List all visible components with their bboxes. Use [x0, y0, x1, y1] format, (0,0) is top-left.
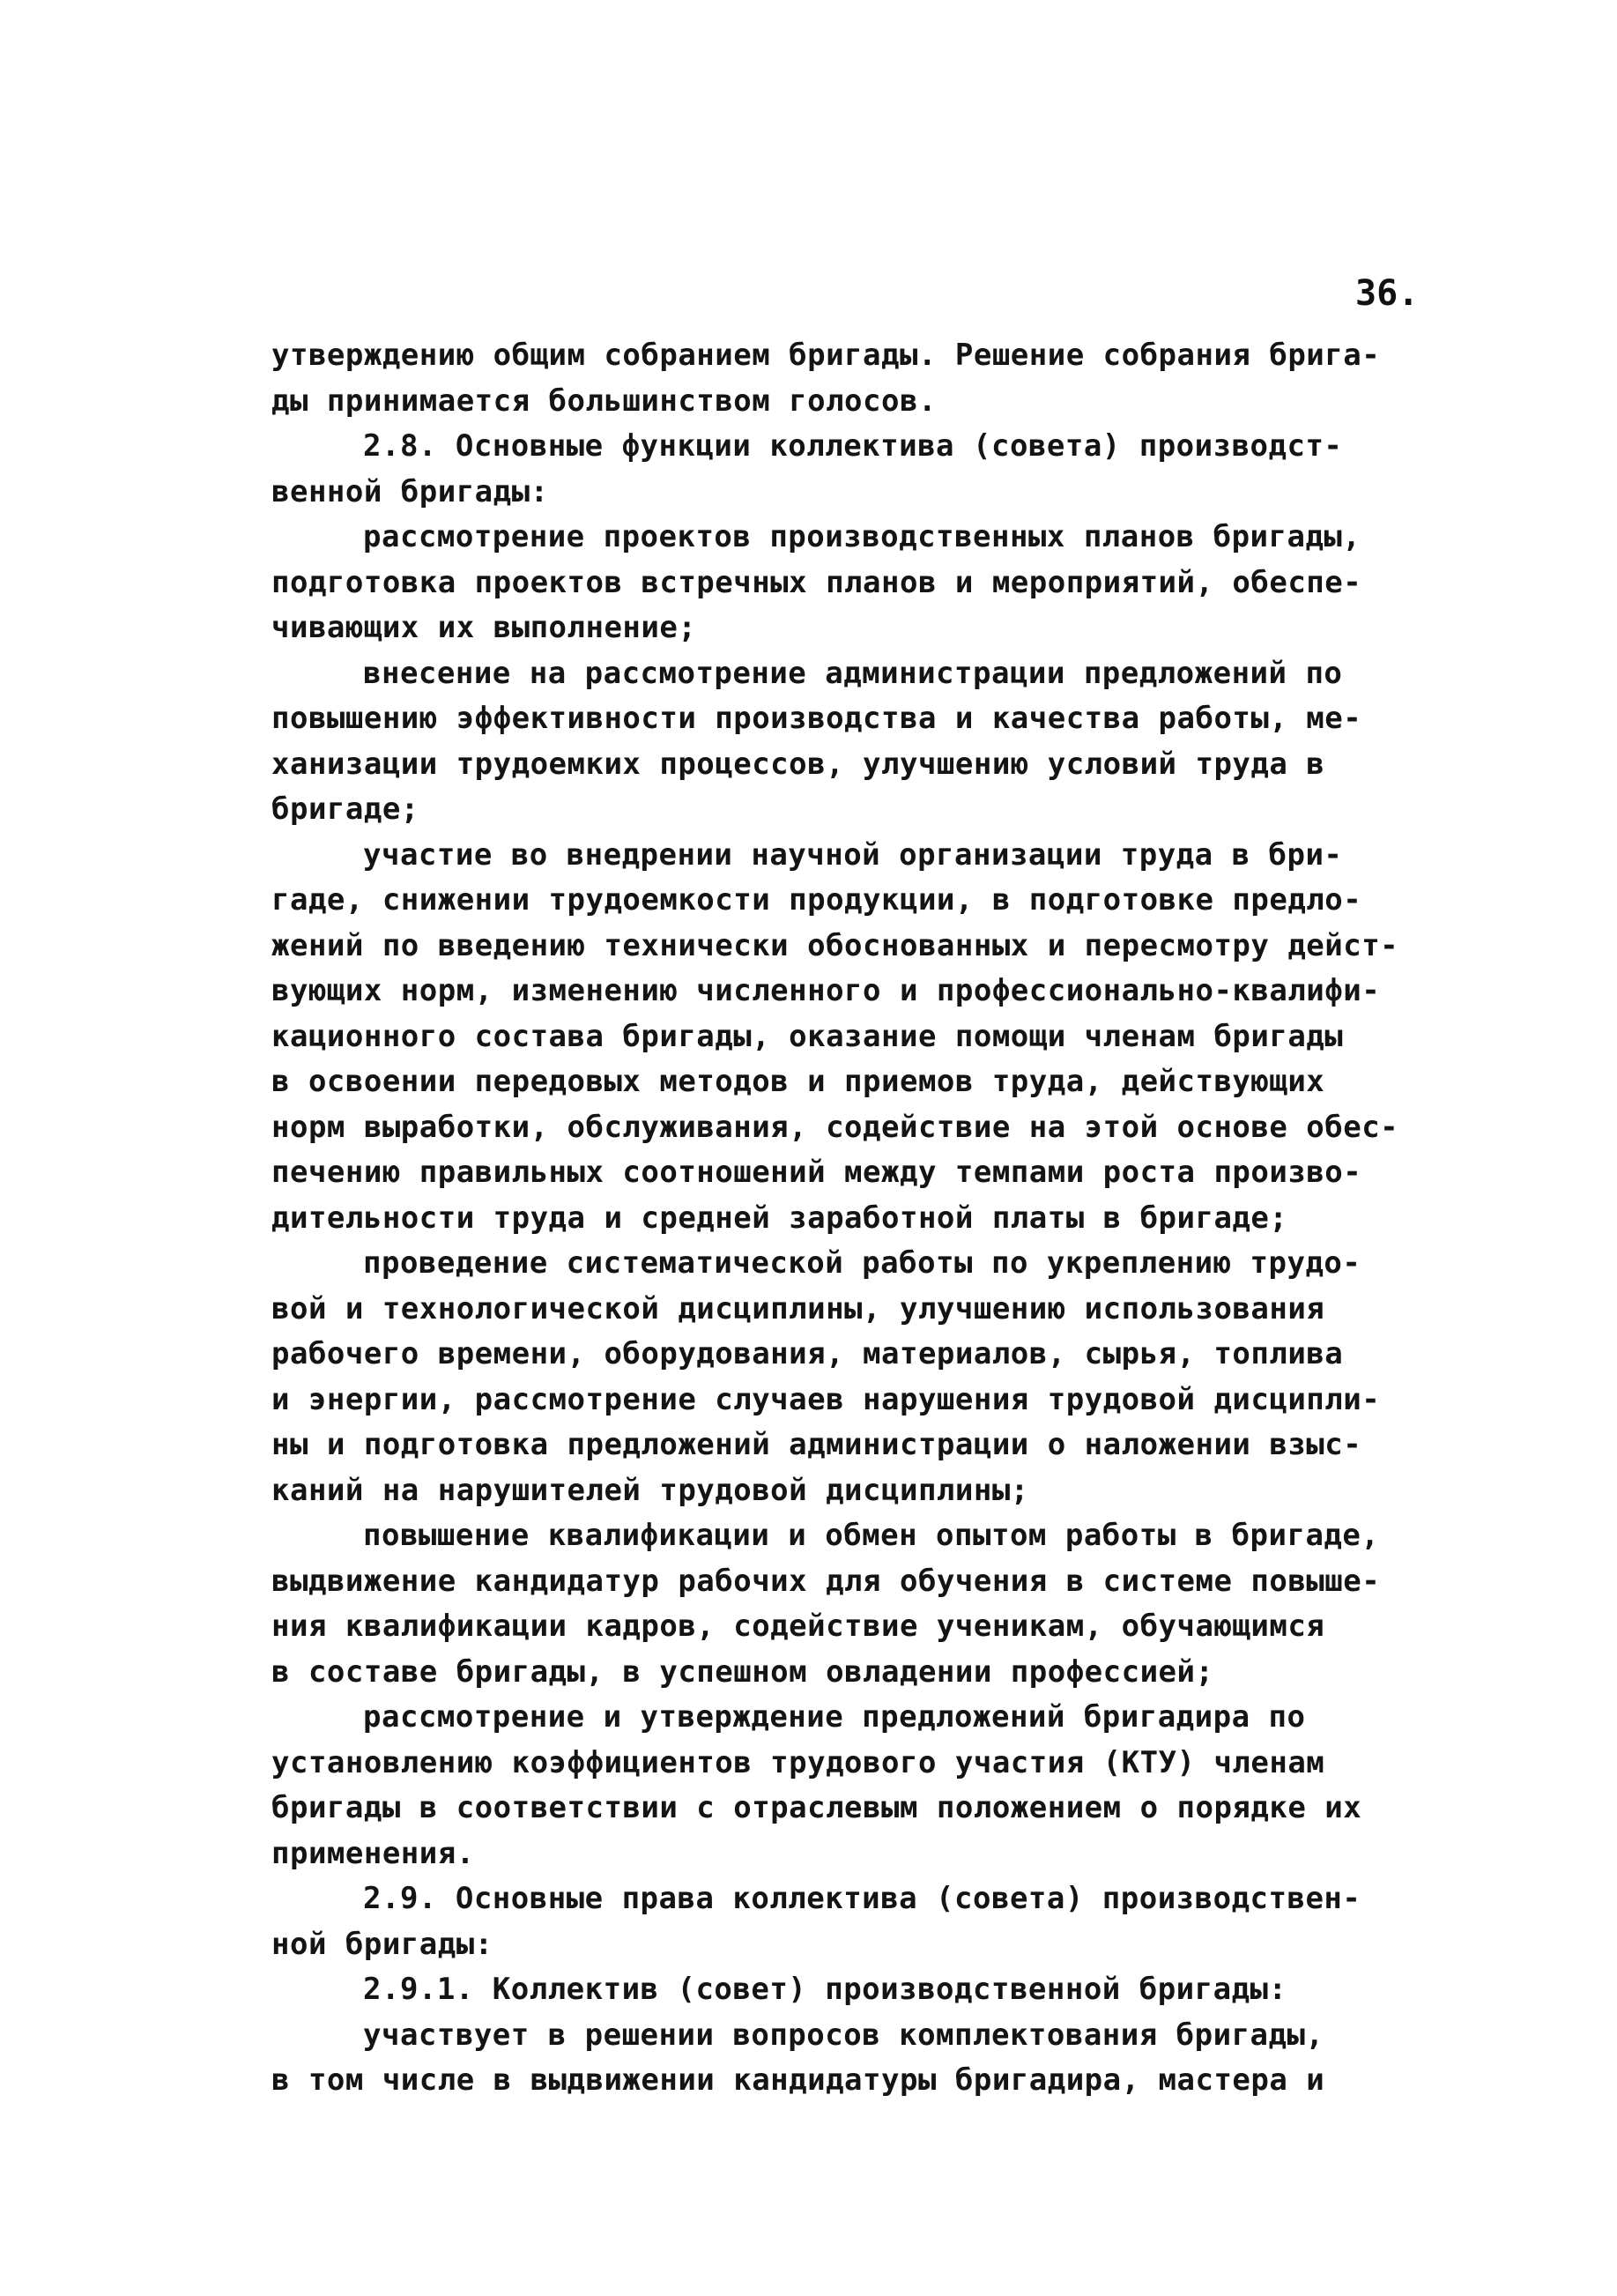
- text-line: установлению коэффициентов трудового участия (КТУ) членам: [271, 1744, 1325, 1780]
- text-line: норм выработки, обслуживания, содействие на этой основе обес-: [271, 1109, 1399, 1145]
- text-line: и энергии, рассмотрение случаев нарушения трудовой дисципли-: [271, 1381, 1381, 1417]
- text-line: подготовка проектов встречных планов и мероприятий, обеспе-: [271, 564, 1362, 600]
- text-line: венной бригады:: [271, 473, 549, 509]
- text-line: рассмотрение проектов производственных планов бригады,: [363, 519, 1361, 554]
- text-line: проведение систематической работы по укреплению трудо-: [363, 1245, 1361, 1281]
- text-line: рабочего времени, оборудования, материалов, сырья, топлива: [271, 1336, 1344, 1371]
- text-line: гаде, снижении трудоемкости продукции, в подготовке предло-: [271, 882, 1362, 918]
- text-line: ханизации трудоемких процессов, улучшению условий труда в: [271, 746, 1325, 782]
- document-body: [271, 333, 1479, 2104]
- text-line: ной бригады:: [271, 1926, 493, 1962]
- text-line: 2.9. Основные права коллектива (совета) производствен-: [363, 1881, 1361, 1916]
- text-line: утверждению общим собранием бригады. Решение собрания брига-: [271, 338, 1381, 373]
- text-line: вой и технологической дисциплины, улучшению использования: [271, 1290, 1325, 1326]
- text-line: в том числе в выдвижении кандидатуры бригадира, мастера и: [271, 2062, 1325, 2098]
- text-line: жений по введению технически обоснованных и пересмотру дейст-: [271, 927, 1399, 963]
- text-line: вующих норм, изменению численного и профессионально-квалифи-: [271, 973, 1381, 1008]
- text-line: участие во внедрении научной организации труда в бри-: [363, 836, 1343, 873]
- page-number: 36.: [1355, 273, 1420, 314]
- text-line: в освоении передовых методов и приемов труда, действующих: [271, 1064, 1325, 1099]
- text-line: участвует в решении вопросов комплектования бригады,: [363, 2017, 1324, 2053]
- text-line: выдвижение кандидатур рабочих для обучения в системе повыше-: [271, 1563, 1381, 1599]
- text-line: печению правильных соотношений между темпами роста произво-: [271, 1155, 1362, 1190]
- text-line: дительности труда и средней заработной платы в бригаде;: [271, 1200, 1288, 1236]
- text-line: чивающих их выполнение;: [271, 610, 697, 645]
- text-line: ны и подготовка предложений администрации о наложении взыс-: [271, 1427, 1362, 1462]
- text-line: рассмотрение и утверждение предложений бригадира по: [363, 1699, 1306, 1735]
- text-line: ды принимается большинством голосов.: [271, 383, 937, 419]
- text-line: 2.8. Основные функции коллектива (совета) производст-: [363, 428, 1343, 464]
- text-line: кационного состава бригады, оказание помощи членам бригады: [271, 1018, 1344, 1054]
- text-line: 2.9.1. Коллектив (совет) производственной бригады:: [363, 1972, 1287, 2007]
- text-line: бригаде;: [271, 791, 419, 827]
- text-line: каний на нарушителей трудовой дисциплины;: [271, 1472, 1029, 1508]
- text-line: ния квалификации кадров, содействие ученикам, обучающимся: [271, 1609, 1325, 1644]
- text-line: внесение на рассмотрение администрации предложений по: [363, 655, 1343, 691]
- text-line: повышение квалификации и обмен опытом работы в бригаде,: [363, 1518, 1380, 1553]
- text-line: повышению эффективности производства и качества работы, ме-: [271, 701, 1362, 736]
- text-line: применения.: [271, 1835, 475, 1871]
- text-line: в составе бригады, в успешном овладении профессией;: [271, 1653, 1214, 1690]
- text-line: бригады в соответствии с отраслевым положением о порядке их: [271, 1790, 1362, 1825]
